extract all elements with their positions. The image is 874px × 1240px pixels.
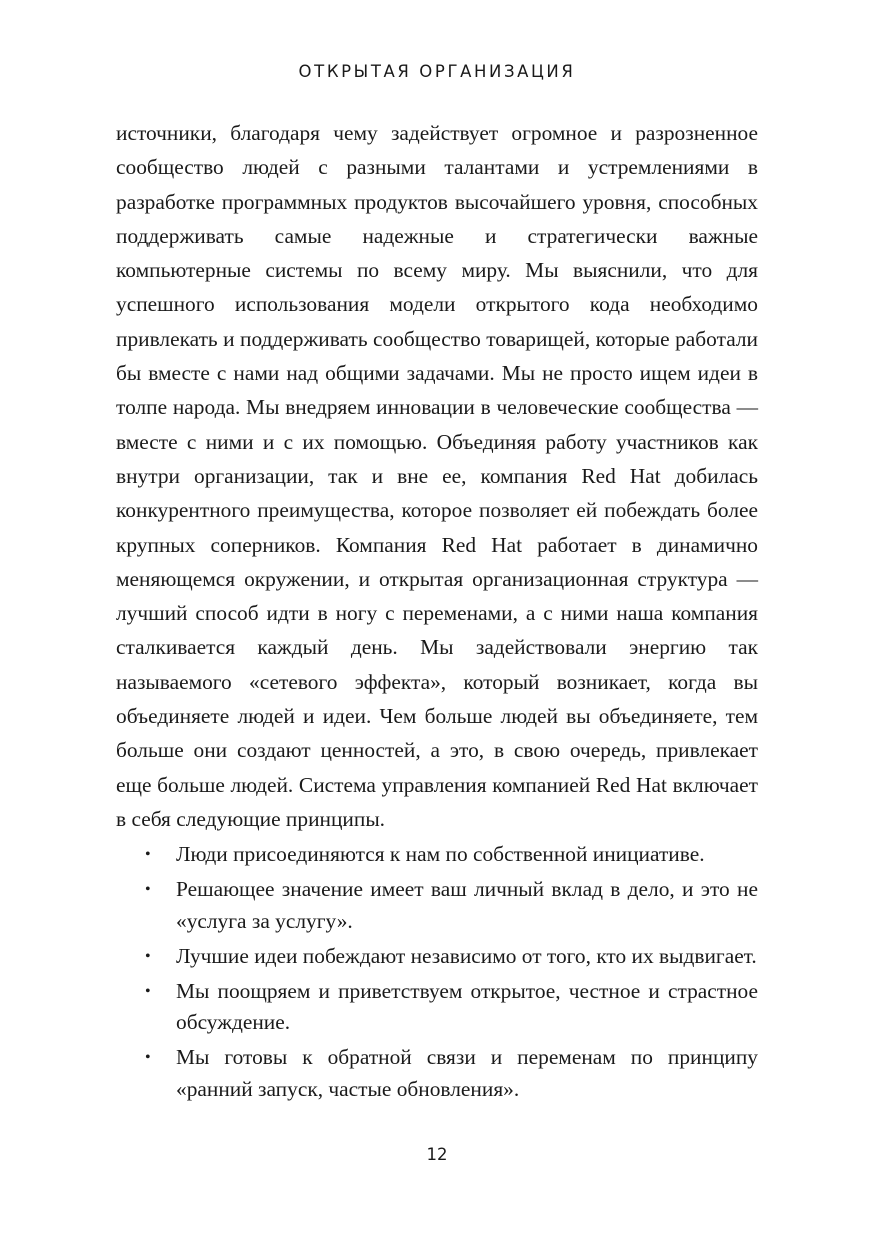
list-item-text: Люди присоединяются к нам по собственной инициативе.	[176, 842, 705, 866]
bullet-icon: •	[145, 881, 151, 898]
list-item-text: Решающее значение имеет ваш личный вклад в дело, и это не «услуга за услугу».	[176, 877, 758, 933]
principles-list	[116, 839, 758, 1109]
body-text	[116, 116, 758, 836]
main-paragraph: источники, благодаря чему задействует огромное и разрозненное сообщество людей с разными талантами и устремлениями в разработке программных продуктов высочайшего уровня, способных поддерживать самые надежные и стратегически важные компьютерные системы по всему миру. Мы выяснили, что для успешного использования модели открытого кода необходимо привлекать и поддерживать сообщество товарищей, которые работали бы вместе с нами над общими задачами. Мы не просто ищем идеи в толпе народа. Мы внедряем инновации в человеческие сообщества — вместе с ними и с их помощью. Объединяя работу участников как внутри организации, так и вне ее, компания Red Hat добилась конкурентного преимущества, которое позволяет ей побеждать более крупных соперников. Компания Red Hat работает в динамично меняющемся окружении, и открытая организационная структура — лучший способ идти в ногу с переменами, а с ними наша компания сталкивается каждый день. Мы задействовали энергию так называемого «сетевого эффекта», который возникает, когда вы объединяете людей и идеи. Чем больше людей вы объединяете, тем больше они создают ценностей, а это, в свою очередь, привлекает еще больше людей. Система управления компанией Red Hat включает в себя следующие принципы.	[116, 121, 758, 831]
list-item	[116, 1042, 758, 1105]
list-item-text: Мы поощряем и приветствуем открытое, честное и страстное обсуждение.	[176, 978, 758, 1035]
running-head-title: ОТКРЫТАЯ ОРГАНИЗАЦИЯ	[298, 62, 576, 81]
bullet-icon: •	[145, 1049, 151, 1067]
list-item	[116, 976, 758, 1039]
list-item	[116, 839, 758, 871]
list-item-text: Лучшие идеи побеждают независимо от того, кто их выдвигает.	[176, 943, 757, 968]
list-item-text: Мы готовы к обратной связи и переменам по принципу «ранний запуск, частые обновления».	[176, 1045, 758, 1102]
bullet-icon: •	[145, 947, 151, 965]
page-number: 12	[426, 1145, 448, 1164]
list-item	[116, 874, 758, 937]
list-item	[116, 941, 758, 973]
bullet-icon: •	[145, 846, 151, 863]
bullet-icon: •	[145, 982, 151, 1000]
